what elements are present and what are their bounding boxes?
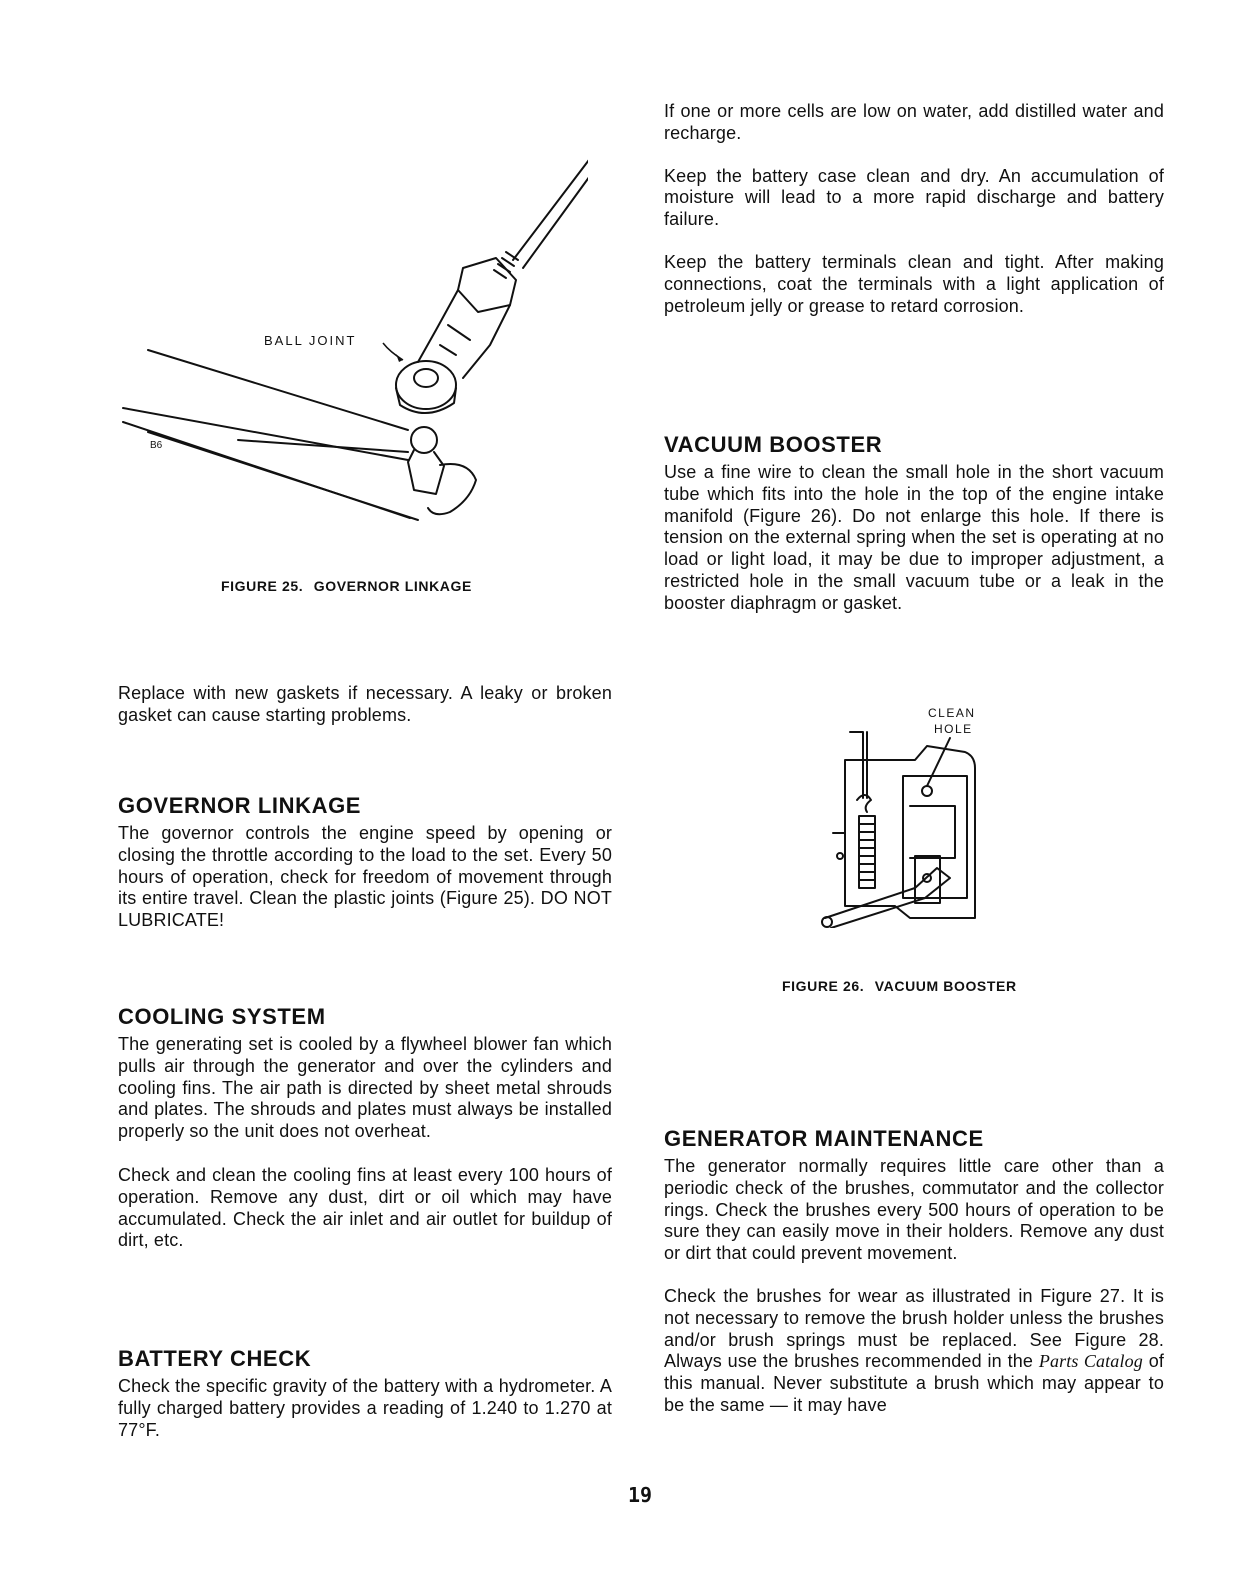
lever-line-top (148, 350, 408, 430)
figure-26-caption (782, 978, 1017, 994)
battery-care-block (664, 101, 1164, 317)
governor-paragraph: The governor controls the engine speed by opening or closing the throttle according to the load to the set. Every 50 hours of operation, check for freedom of movement through its entire travel. Clean the plastic joints (Figure 25). DO NOT LUBRICATE! (118, 823, 612, 931)
socket-eye-inner (414, 369, 438, 387)
battery-care-paragraph-3: Keep the battery terminals clean and tight. After making connections, coat the terminals with a light application of petroleum jelly or grease to retard corrosion. (664, 251, 1164, 316)
battery-care-paragraph-1: If one or more cells are low on water, add distilled water and recharge. (664, 101, 1164, 143)
figure-26-title: VACUUM BOOSTER (874, 978, 1017, 994)
ball-joint-arrowhead (396, 354, 403, 362)
socket-arm (418, 290, 510, 378)
lever-line-inner (238, 440, 408, 452)
generator-paragraph-1: The generator normally requires little care other than a periodic check of the brushes, commutator and the collector rings. Check the brushes every 500 hours of operation to be sure they can easily move in their holders. Remove any dust or dirt that could prevent movement. (664, 1156, 1164, 1264)
generator-section (664, 1126, 1164, 1417)
clip (428, 464, 476, 514)
vacuum-wire (850, 732, 867, 798)
booster-inner-slot (910, 806, 955, 858)
figure-25-title: GOVERNOR LINKAGE (313, 578, 472, 594)
cooling-section (118, 1004, 612, 1252)
figure-25-number: FIGURE 25. (221, 578, 304, 594)
generator-paragraph-2-start: Check the brushes for wear as illustrated in Figure 27. It is not necessary to remove the brush holder unless the brushes and/or brush springs must be replaced. See Figure 28. Always use the brushes recommended in the (664, 1285, 1164, 1372)
vacuum-section (664, 432, 1164, 615)
figure-code-label: B6 (150, 440, 163, 451)
booster-inner-panel (903, 776, 967, 898)
figure-26-number: FIGURE 26. (782, 978, 865, 994)
lever-line-low (148, 432, 418, 520)
figure-25-caption (221, 578, 472, 594)
lever-pivot (822, 917, 832, 927)
housing-bolt (837, 853, 843, 859)
generator-paragraph-2 (664, 1286, 1164, 1417)
parts-catalog-reference: Parts Catalog (1038, 1351, 1143, 1372)
cooling-heading: COOLING SYSTEM (118, 1004, 326, 1029)
hex-nut (458, 258, 516, 312)
vacuum-heading: VACUUM BOOSTER (664, 432, 883, 457)
governor-heading: GOVERNOR LINKAGE (118, 793, 362, 818)
battery-paragraph: Check the specific gravity of the battery with a hydrometer. A fully charged battery provides a reading of 1.240 to 1.270 at 77°F. (118, 1376, 612, 1440)
socket-arm-detail (440, 325, 470, 355)
gasket-paragraph: Replace with new gaskets if necessary. A leaky or broken gasket can cause starting problems. (118, 683, 612, 725)
generator-paragraph-2-end: of this manual. Never substitute a brush which may appear to be the same — it may have (664, 1351, 1165, 1415)
external-spring (857, 795, 875, 888)
clean-hole (922, 786, 932, 796)
linkage-rod-line-a (513, 148, 588, 260)
spring-coils (859, 824, 875, 880)
governor-section (118, 793, 612, 932)
rod-threads (494, 252, 518, 278)
ball-joint-label: BALL JOINT (264, 333, 357, 348)
clean-label: CLEAN (928, 706, 976, 720)
battery-heading: BATTERY CHECK (118, 1346, 312, 1371)
clean-hole-pointer (927, 738, 950, 786)
cooling-paragraph-1: The generating set is cooled by a flywheel blower fan which pulls air through the generator and over the cylinders and cooling fins. The air path is directed by sheet metal shrouds and plates. The shrouds and plates must always be installed properly so the unit does not overheat. (118, 1034, 612, 1142)
hole-label: HOLE (934, 722, 973, 736)
cooling-paragraph-2: Check and clean the cooling fins at least every 100 hours of operation. Remove any dust, dirt or oil which may have accumulated. Check the air inlet and air outlet for buildup of dirt, etc. (118, 1164, 612, 1251)
battery-section (118, 1346, 612, 1441)
page-number: 19 (627, 1483, 653, 1507)
battery-care-paragraph-2: Keep the battery case clean and dry. An accumulation of moisture will lead to a more rapid discharge and battery failure. (664, 165, 1164, 230)
generator-heading: GENERATOR MAINTENANCE (664, 1126, 984, 1151)
ball-stud (411, 427, 437, 453)
figure-26-illustration (815, 728, 995, 928)
ball-stud-base (408, 450, 444, 494)
vacuum-paragraph: Use a fine wire to clean the small hole in the short vacuum tube which fits into the hole in the top of the engine intake manifold (Figure 26). Do not enlarge this hole. If there is tension on the external spring when the set is operating at no load or light load, it may be due to improper adjustment, a restricted hole in the small vacuum tube or a leak in the booster diaphragm or gasket. (664, 462, 1164, 613)
